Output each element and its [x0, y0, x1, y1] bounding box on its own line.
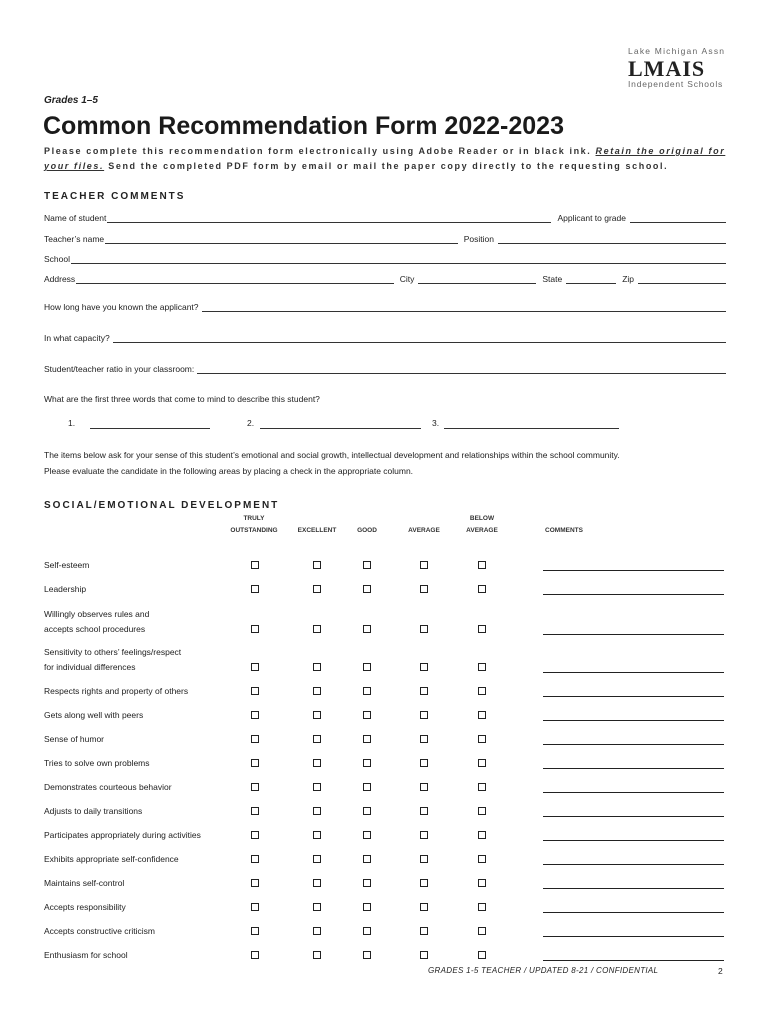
comments-field[interactable]	[543, 960, 724, 961]
column-header-below: BELOW	[469, 515, 495, 522]
checkbox-good[interactable]	[363, 855, 371, 863]
instructions-text: Please complete this recommendation form electronically using Adobe Reader or in black ink.	[44, 146, 592, 156]
checkbox-average[interactable]	[420, 927, 428, 935]
checkbox-below-average[interactable]	[478, 625, 486, 633]
comments-field[interactable]	[543, 936, 724, 937]
position-label: Position	[463, 234, 494, 244]
checkbox-good[interactable]	[363, 831, 371, 839]
checkbox-average[interactable]	[420, 807, 428, 815]
column-header-comments: COMMENTS	[545, 527, 583, 534]
checkbox-truly-outstanding[interactable]	[251, 951, 259, 959]
student-name-field[interactable]	[107, 213, 551, 223]
teacher-name-row	[44, 232, 726, 244]
checkbox-excellent[interactable]	[313, 711, 321, 719]
checkbox-below-average[interactable]	[478, 783, 486, 791]
checkbox-average[interactable]	[420, 855, 428, 863]
checkbox-below-average[interactable]	[478, 927, 486, 935]
school-label: School	[44, 254, 70, 264]
rating-row-label: Sensitivity to others’ feelings/respect for individual differences	[44, 647, 182, 672]
address-field[interactable]	[76, 274, 394, 284]
checkbox-average[interactable]	[420, 903, 428, 911]
comments-field[interactable]	[543, 912, 724, 913]
rating-row-label: Respects rights and property of others	[44, 686, 189, 696]
section-heading-teacher-comments: TEACHER COMMENTS	[44, 191, 186, 202]
comments-field[interactable]	[543, 696, 724, 697]
checkbox-truly-outstanding[interactable]	[251, 711, 259, 719]
checkbox-good[interactable]	[363, 625, 371, 633]
comments-field[interactable]	[543, 720, 724, 721]
rating-row-label: Enthusiasm for school	[44, 950, 128, 960]
rating-row-label: Demonstrates courteous behavior	[44, 782, 172, 792]
checkbox-truly-outstanding[interactable]	[251, 903, 259, 911]
comments-field[interactable]	[543, 792, 724, 793]
column-header-truly-outstanding	[224, 513, 284, 537]
checkbox-average[interactable]	[420, 783, 428, 791]
ratio-row	[44, 362, 726, 374]
comments-field[interactable]	[543, 864, 724, 865]
checkbox-good[interactable]	[363, 735, 371, 743]
rating-row-label: Accepts constructive criticism	[44, 926, 155, 936]
comments-field[interactable]	[543, 672, 724, 673]
section-heading-social-emotional: SOCIAL/EMOTIONAL DEVELOPMENT	[44, 500, 280, 511]
checkbox-average[interactable]	[420, 735, 428, 743]
how-long-field[interactable]	[202, 302, 726, 312]
checkbox-good[interactable]	[363, 807, 371, 815]
checkbox-excellent[interactable]	[313, 663, 321, 671]
checkbox-truly-outstanding[interactable]	[251, 561, 259, 569]
checkbox-excellent[interactable]	[313, 687, 321, 695]
evaluation-instructions-line-1: The items below ask for your sense of this student’s emotional and social growth, intellectual development and relationships within the school community.	[44, 450, 620, 460]
checkbox-excellent[interactable]	[313, 561, 321, 569]
state-label: State	[542, 274, 563, 284]
grades-label: Grades 1–5	[44, 95, 98, 106]
logo-subtitle: Independent Schools	[628, 79, 724, 89]
address-label: Address	[44, 274, 76, 284]
applicant-grade-label: Applicant to grade	[557, 213, 626, 223]
comments-field[interactable]	[543, 768, 724, 769]
word-1-field[interactable]	[90, 428, 210, 429]
word-3-label: 3.	[432, 418, 440, 428]
checkbox-below-average[interactable]	[478, 807, 486, 815]
comments-field[interactable]	[543, 594, 724, 595]
logo-association-name: Lake Michigan Assn	[628, 46, 726, 56]
rating-row-label: Maintains self-control	[44, 878, 125, 888]
column-header-outstanding: OUTSTANDING	[230, 527, 278, 534]
rating-row-label: Accepts responsibility	[44, 902, 126, 912]
applicant-grade-field[interactable]	[630, 213, 726, 223]
checkbox-below-average[interactable]	[478, 585, 486, 593]
checkbox-good[interactable]	[363, 585, 371, 593]
checkbox-average[interactable]	[420, 879, 428, 887]
instructions	[44, 144, 734, 174]
rating-row-label: Sense of humor	[44, 734, 105, 744]
position-field[interactable]	[498, 234, 726, 244]
comments-field[interactable]	[543, 840, 724, 841]
checkbox-excellent[interactable]	[313, 783, 321, 791]
checkbox-truly-outstanding[interactable]	[251, 759, 259, 767]
column-header-average: AVERAGE	[408, 527, 440, 534]
checkbox-truly-outstanding[interactable]	[251, 735, 259, 743]
checkbox-truly-outstanding[interactable]	[251, 879, 259, 887]
rating-row-label: Willingly observes rules and accepts school procedures	[44, 609, 150, 634]
school-field[interactable]	[71, 254, 726, 264]
checkbox-excellent[interactable]	[313, 585, 321, 593]
teacher-name-label: Teacher’s name	[44, 234, 105, 244]
three-words-question: What are the first three words that come to mind to describe this student?	[44, 394, 320, 404]
checkbox-below-average[interactable]	[478, 855, 486, 863]
instructions-text-2: Send the completed PDF form by email or mail the paper copy directly to the requesting school.	[108, 161, 669, 171]
checkbox-below-average[interactable]	[478, 831, 486, 839]
rating-row-label: Tries to solve own problems	[44, 758, 150, 768]
checkbox-below-average[interactable]	[478, 687, 486, 695]
checkbox-good[interactable]	[363, 711, 371, 719]
school-row	[44, 252, 726, 264]
checkbox-below-average[interactable]	[478, 735, 486, 743]
checkbox-good[interactable]	[363, 759, 371, 767]
page-number: 2	[718, 966, 723, 976]
word-2-field[interactable]	[260, 428, 421, 429]
checkbox-good[interactable]	[363, 663, 371, 671]
column-header-below-avg: AVERAGE	[466, 527, 498, 534]
rating-row-label: Leadership	[44, 584, 87, 594]
rating-row-label: Participates appropriately during activities	[44, 830, 201, 840]
checkbox-excellent[interactable]	[313, 951, 321, 959]
checkbox-excellent[interactable]	[313, 927, 321, 935]
checkbox-average[interactable]	[420, 759, 428, 767]
checkbox-below-average[interactable]	[478, 663, 486, 671]
checkbox-average[interactable]	[420, 831, 428, 839]
column-header-excellent: EXCELLENT	[297, 527, 337, 534]
checkbox-below-average[interactable]	[478, 711, 486, 719]
checkbox-below-average[interactable]	[478, 561, 486, 569]
checkbox-excellent[interactable]	[313, 831, 321, 839]
checkbox-average[interactable]	[420, 585, 428, 593]
checkbox-good[interactable]	[363, 927, 371, 935]
comments-field[interactable]	[543, 570, 724, 571]
rating-row-label: Self-esteem	[44, 560, 90, 570]
rating-row-label: Gets along well with peers	[44, 710, 144, 720]
checkbox-good[interactable]	[363, 879, 371, 887]
ratio-label: Student/teacher ratio in your classroom:	[44, 364, 195, 374]
student-name-row	[44, 211, 726, 223]
zip-label: Zip	[622, 274, 634, 284]
state-field[interactable]	[566, 274, 616, 284]
zip-field[interactable]	[638, 274, 726, 284]
checkbox-average[interactable]	[420, 625, 428, 633]
checkbox-excellent[interactable]	[313, 807, 321, 815]
checkbox-excellent[interactable]	[313, 879, 321, 887]
checkbox-average[interactable]	[420, 711, 428, 719]
checkbox-excellent[interactable]	[313, 625, 321, 633]
address-row	[44, 272, 726, 284]
checkbox-excellent[interactable]	[313, 855, 321, 863]
city-label: City	[399, 274, 415, 284]
checkbox-excellent[interactable]	[313, 903, 321, 911]
how-long-row	[44, 300, 726, 312]
capacity-row	[44, 331, 726, 343]
checkbox-average[interactable]	[420, 687, 428, 695]
checkbox-average[interactable]	[420, 561, 428, 569]
word-2-label: 2.	[247, 418, 255, 428]
checkbox-average[interactable]	[420, 951, 428, 959]
checkbox-below-average[interactable]	[478, 879, 486, 887]
checkbox-excellent[interactable]	[313, 759, 321, 767]
checkbox-truly-outstanding[interactable]	[251, 585, 259, 593]
capacity-field[interactable]	[113, 333, 726, 343]
student-name-label: Name of student	[44, 213, 107, 223]
ratio-field[interactable]	[197, 364, 726, 374]
checkbox-average[interactable]	[420, 663, 428, 671]
comments-field[interactable]	[543, 744, 724, 745]
how-long-label: How long have you known the applicant?	[44, 302, 199, 312]
checkbox-below-average[interactable]	[478, 951, 486, 959]
checkbox-good[interactable]	[363, 687, 371, 695]
word-3-field[interactable]	[444, 428, 619, 429]
instructions-emphasis: Retain the original for your files.	[44, 146, 726, 171]
comments-field[interactable]	[543, 816, 724, 817]
checkbox-good[interactable]	[363, 903, 371, 911]
evaluation-instructions	[44, 447, 734, 479]
checkbox-truly-outstanding[interactable]	[251, 927, 259, 935]
checkbox-truly-outstanding[interactable]	[251, 625, 259, 633]
column-header-below-average	[452, 513, 512, 537]
checkbox-truly-outstanding[interactable]	[251, 831, 259, 839]
footer-text: GRADES 1-5 TEACHER / UPDATED 8-21 / CONFIDENTIAL	[428, 966, 659, 975]
checkbox-below-average[interactable]	[478, 903, 486, 911]
rating-row-label: Exhibits appropriate self-confidence	[44, 854, 179, 864]
teacher-name-field[interactable]	[105, 234, 458, 244]
checkbox-truly-outstanding[interactable]	[251, 855, 259, 863]
checkbox-good[interactable]	[363, 783, 371, 791]
checkbox-truly-outstanding[interactable]	[251, 687, 259, 695]
comments-field[interactable]	[543, 634, 724, 635]
rating-row-label: Adjusts to daily transitions	[44, 806, 143, 816]
capacity-label: In what capacity?	[44, 333, 110, 343]
column-header-truly: TRULY	[243, 515, 265, 522]
checkbox-truly-outstanding[interactable]	[251, 783, 259, 791]
city-field[interactable]	[418, 274, 536, 284]
checkbox-truly-outstanding[interactable]	[251, 807, 259, 815]
comments-field[interactable]	[543, 888, 724, 889]
checkbox-good[interactable]	[363, 951, 371, 959]
page-title: Common Recommendation Form 2022-2023	[43, 112, 564, 140]
checkbox-excellent[interactable]	[313, 735, 321, 743]
checkbox-good[interactable]	[363, 561, 371, 569]
logo-wordmark: LMAIS	[628, 56, 706, 81]
word-1-label: 1.	[68, 418, 76, 428]
column-header-good: GOOD	[357, 527, 377, 534]
checkbox-truly-outstanding[interactable]	[251, 663, 259, 671]
checkbox-below-average[interactable]	[478, 759, 486, 767]
evaluation-instructions-line-2: Please evaluate the candidate in the following areas by placing a check in the appropriate column.	[44, 466, 414, 476]
